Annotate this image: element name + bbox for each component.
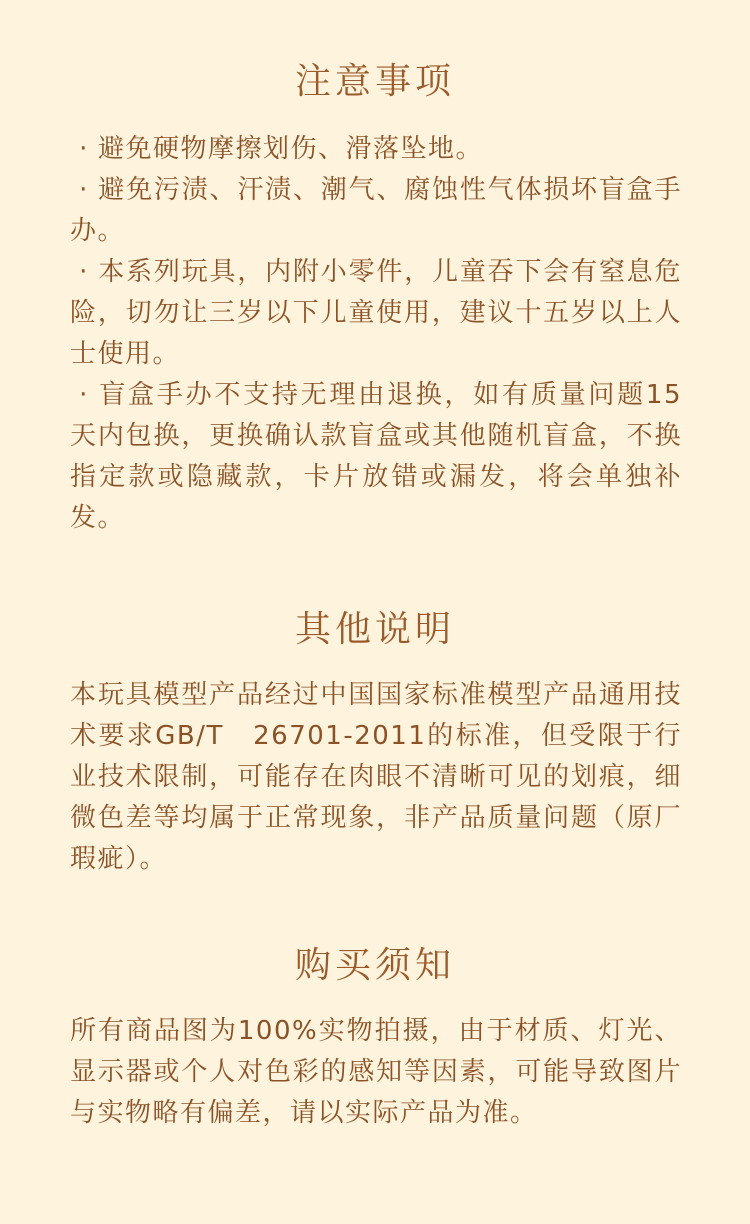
section-title-other: 其他说明 <box>294 609 455 650</box>
purchase-text: 所有商品图为100%实物拍摄，由于材质、灯光、显示器或个人对色彩的感知等因素，可能导致图片与实物略有偏差，请以实际产品为准。 <box>70 1016 682 1128</box>
notice-list <box>70 129 682 539</box>
bullet-dot-icon: · <box>79 134 89 164</box>
other-text: 本玩具模型产品经过中国国家标准模型产品通用技术要求GB/T 26701-2011的标准，但受限于行业技术限制，可能存在肉眼不清晰可见的划痕，细微色差等均属于正常现象，非产品质量问题（原厂瑕疵）。 <box>70 680 682 874</box>
notice-item <box>70 375 682 539</box>
notice-item <box>70 252 682 375</box>
bullet-dot-icon: · <box>79 257 89 287</box>
bullet-dot-icon: · <box>79 380 89 410</box>
bullet-dot-icon: · <box>79 175 89 205</box>
notice-item-text: 避免硬物摩擦划伤、滑落坠地。 <box>98 134 484 164</box>
notice-item <box>70 170 682 252</box>
notice-item-text: 避免污渍、汗渍、潮气、腐蚀性气体损坏盲盒手办。 <box>70 175 682 246</box>
notice-item <box>70 129 682 170</box>
purchase-paragraph <box>70 1011 682 1134</box>
other-paragraph <box>70 675 682 880</box>
section-title-purchase: 购买须知 <box>294 945 455 986</box>
notice-item-text: 本系列玩具，内附小零件，儿童吞下会有窒息危险，切勿让三岁以下儿童使用，建议十五岁以上人士使用。 <box>70 257 682 369</box>
notice-item-text: 盲盒手办不支持无理由退换，如有质量问题15天内包换，更换确认款盲盒或其他随机盲盒，不换指定款或隐藏款，卡片放错或漏发，将会单独补发。 <box>70 380 682 533</box>
section-title-notice: 注意事项 <box>294 61 455 102</box>
